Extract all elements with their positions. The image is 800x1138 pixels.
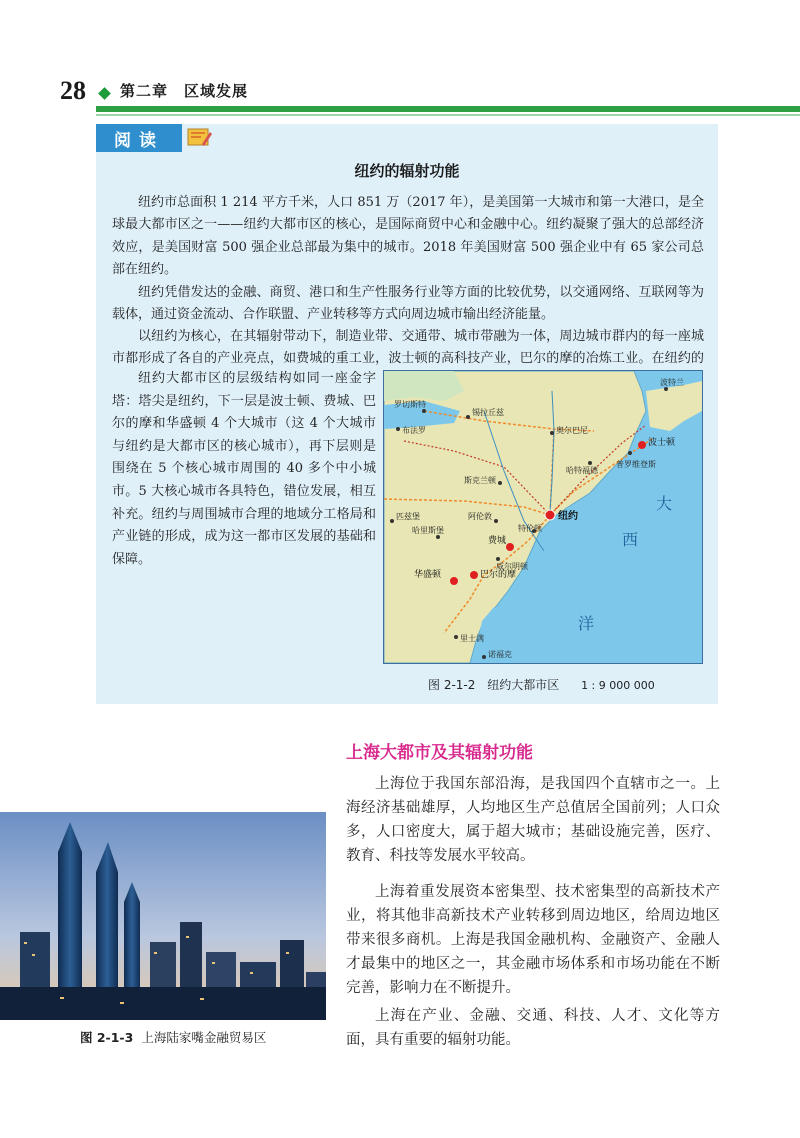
syracuse-marker: [466, 415, 470, 419]
chapter-diamond-icon: [98, 87, 111, 100]
map-caption-label: 图 2-1-2: [428, 678, 476, 692]
photo-caption: [80, 1028, 266, 1046]
providence-label: 普罗维登斯: [616, 460, 656, 469]
header-rule: [96, 106, 800, 112]
norfolk-label: 诺福克: [488, 650, 512, 659]
portland-label: 波特兰: [660, 378, 684, 387]
photo-caption-title: 上海陆家嘴金融贸易区: [141, 1030, 267, 1045]
delaware-bay: [530, 547, 554, 633]
section-paragraph-1-wrap: [346, 772, 720, 868]
ocean-label-1: 大: [656, 494, 673, 513]
section-paragraph-2: 上海着重发展资本密集型、技术密集型的高新技术产业，将其他非高新技术产业转移到周边地区，给周边地区带来很多商机。上海是我国金融机构、金融资产、金融人才最集中的地区之一，其金融市场体系和市场功能在不断完善，影响力在不断提升。: [346, 884, 720, 996]
section-paragraph-1: 上海位于我国东部沿海，是我国四个直辖市之一。上海经济基础雄厚，人均地区生产总值居全国前列；人口众多，人口密度大，属于超大城市；基础设施完善，医疗、教育、科技等发展水平较高。: [346, 776, 720, 864]
hartford-label: 哈特福德: [566, 466, 598, 475]
scranton-marker: [498, 481, 502, 485]
map-scale: 1 : 9 000 000: [581, 679, 655, 692]
reading-wrap-text: [112, 368, 376, 571]
page-number: 28: [60, 76, 86, 105]
rochester-marker: [422, 409, 426, 413]
photo-caption-label: 图 2-1-3: [80, 1030, 134, 1045]
buffalo-label: 布法罗: [402, 426, 426, 435]
newyork-metro-map: [383, 370, 703, 664]
map-caption-title: 纽约大都市区: [487, 678, 560, 692]
reading-label: 阅读: [96, 124, 182, 152]
ocean-label-3: 洋: [578, 614, 595, 633]
wilmington-marker: [496, 557, 500, 561]
header-rule-thin: [96, 114, 800, 116]
photo-svg: [0, 812, 326, 1020]
land-northeast: [646, 381, 702, 431]
lujiazui-photo: [0, 812, 326, 1020]
baltimore-marker: [470, 571, 478, 579]
land-north: [384, 371, 464, 401]
rochester-label: 罗切斯特: [394, 400, 426, 409]
section-paragraph-3-wrap: [346, 1004, 720, 1052]
richmond-marker: [454, 635, 458, 639]
section-paragraph-3: 上海在产业、金融、交通、科技、人才、文化等方面，具有重要的辐射功能。: [346, 1008, 720, 1048]
baltimore-label: 巴尔的摩: [480, 570, 517, 580]
harrisburg-marker: [436, 535, 440, 539]
albany-marker: [550, 431, 554, 435]
pittsburgh-label: 匹兹堡: [396, 512, 420, 521]
allentown-label: 阿伦敦: [468, 512, 492, 521]
newyork-marker: [545, 510, 555, 520]
section-heading: 上海大都市及其辐射功能: [346, 743, 533, 763]
scranton-label: 斯克兰顿: [464, 476, 496, 485]
washington-marker: [450, 577, 458, 585]
providence-marker: [628, 451, 632, 455]
boston-label: 波士顿: [648, 438, 676, 448]
buffalo-marker: [396, 427, 400, 431]
harrisburg-label: 哈里斯堡: [412, 526, 444, 535]
reading-paragraph-4: 纽约大都市区的层级结构如同一座金字塔：塔尖是纽约，下一层是波士顿、费城、巴尔的摩和华盛顿 4 个大城市（这 4 个大城市与纽约是大都市区的核心城市），再下层则是围绕在 5 个核心城市周围的 40 多个中小城市。5 大核心城市各具特色，错位发展，相互补充。纽约与周围城市合理的地域分工格局和产业链的形成，成为这一都市区发展的基础和保障。: [112, 371, 376, 567]
pittsburgh-marker: [390, 519, 394, 523]
reading-paragraph-3: 以纽约为核心，在其辐射带动下，制造业带、交通带、城市带融为一体，周边城市群内的每一座城市都形成了各自的产业亮点，如费城的重工业，波士顿的高科技产业，巴尔的摩的冶炼工业。在纽约的: [112, 329, 704, 367]
syracuse-label: 锡拉丘兹: [472, 408, 504, 417]
portland-marker: [664, 387, 668, 391]
reading-title: 纽约的辐射功能: [354, 162, 460, 180]
trenton-label: 特伦顿: [518, 524, 542, 533]
ocean-label-2: 西: [622, 530, 639, 549]
philadelphia-label: 费城: [488, 536, 507, 546]
allentown-marker: [494, 519, 498, 523]
richmond-label: 里士满: [460, 634, 484, 643]
reading-paragraph-2: 纽约凭借发达的金融、商贸、港口和生产性服务行业等方面的比较优势，以交通网络、互联网等为载体，通过资金流动、合作联盟、产业转移等方式向周边城市输出经济能量。: [112, 285, 704, 323]
reading-paragraph-1: 纽约市总面积 1 214 平方千米，人口 851 万（2017 年），是美国第一大城市和第一大港口，是全球最大都市区之一——纽约大都市区的核心，是国际商贸中心和金融中心。纽约凝聚了强大的总部经济效应，是美国财富 500 强企业总部最为集中的城市。2018 年美国财富 500 强企业中有 65 家公司总部在纽约。: [112, 195, 704, 278]
map-svg: [384, 371, 702, 663]
albany-label: 奥尔巴尼: [556, 426, 588, 435]
hartford-marker: [588, 461, 592, 465]
section-paragraph-2-wrap: [346, 880, 720, 1000]
washington-label: 华盛顿: [414, 570, 442, 580]
book-icon: [186, 126, 212, 148]
boston-marker: [638, 441, 646, 449]
wilmington-label: 威尔明顿: [496, 562, 528, 571]
chapter-title: 第二章 区域发展: [120, 82, 249, 100]
map-caption: [428, 676, 655, 693]
philadelphia-marker: [506, 543, 514, 551]
norfolk-marker: [482, 655, 486, 659]
newyork-label: 纽约: [558, 511, 578, 522]
